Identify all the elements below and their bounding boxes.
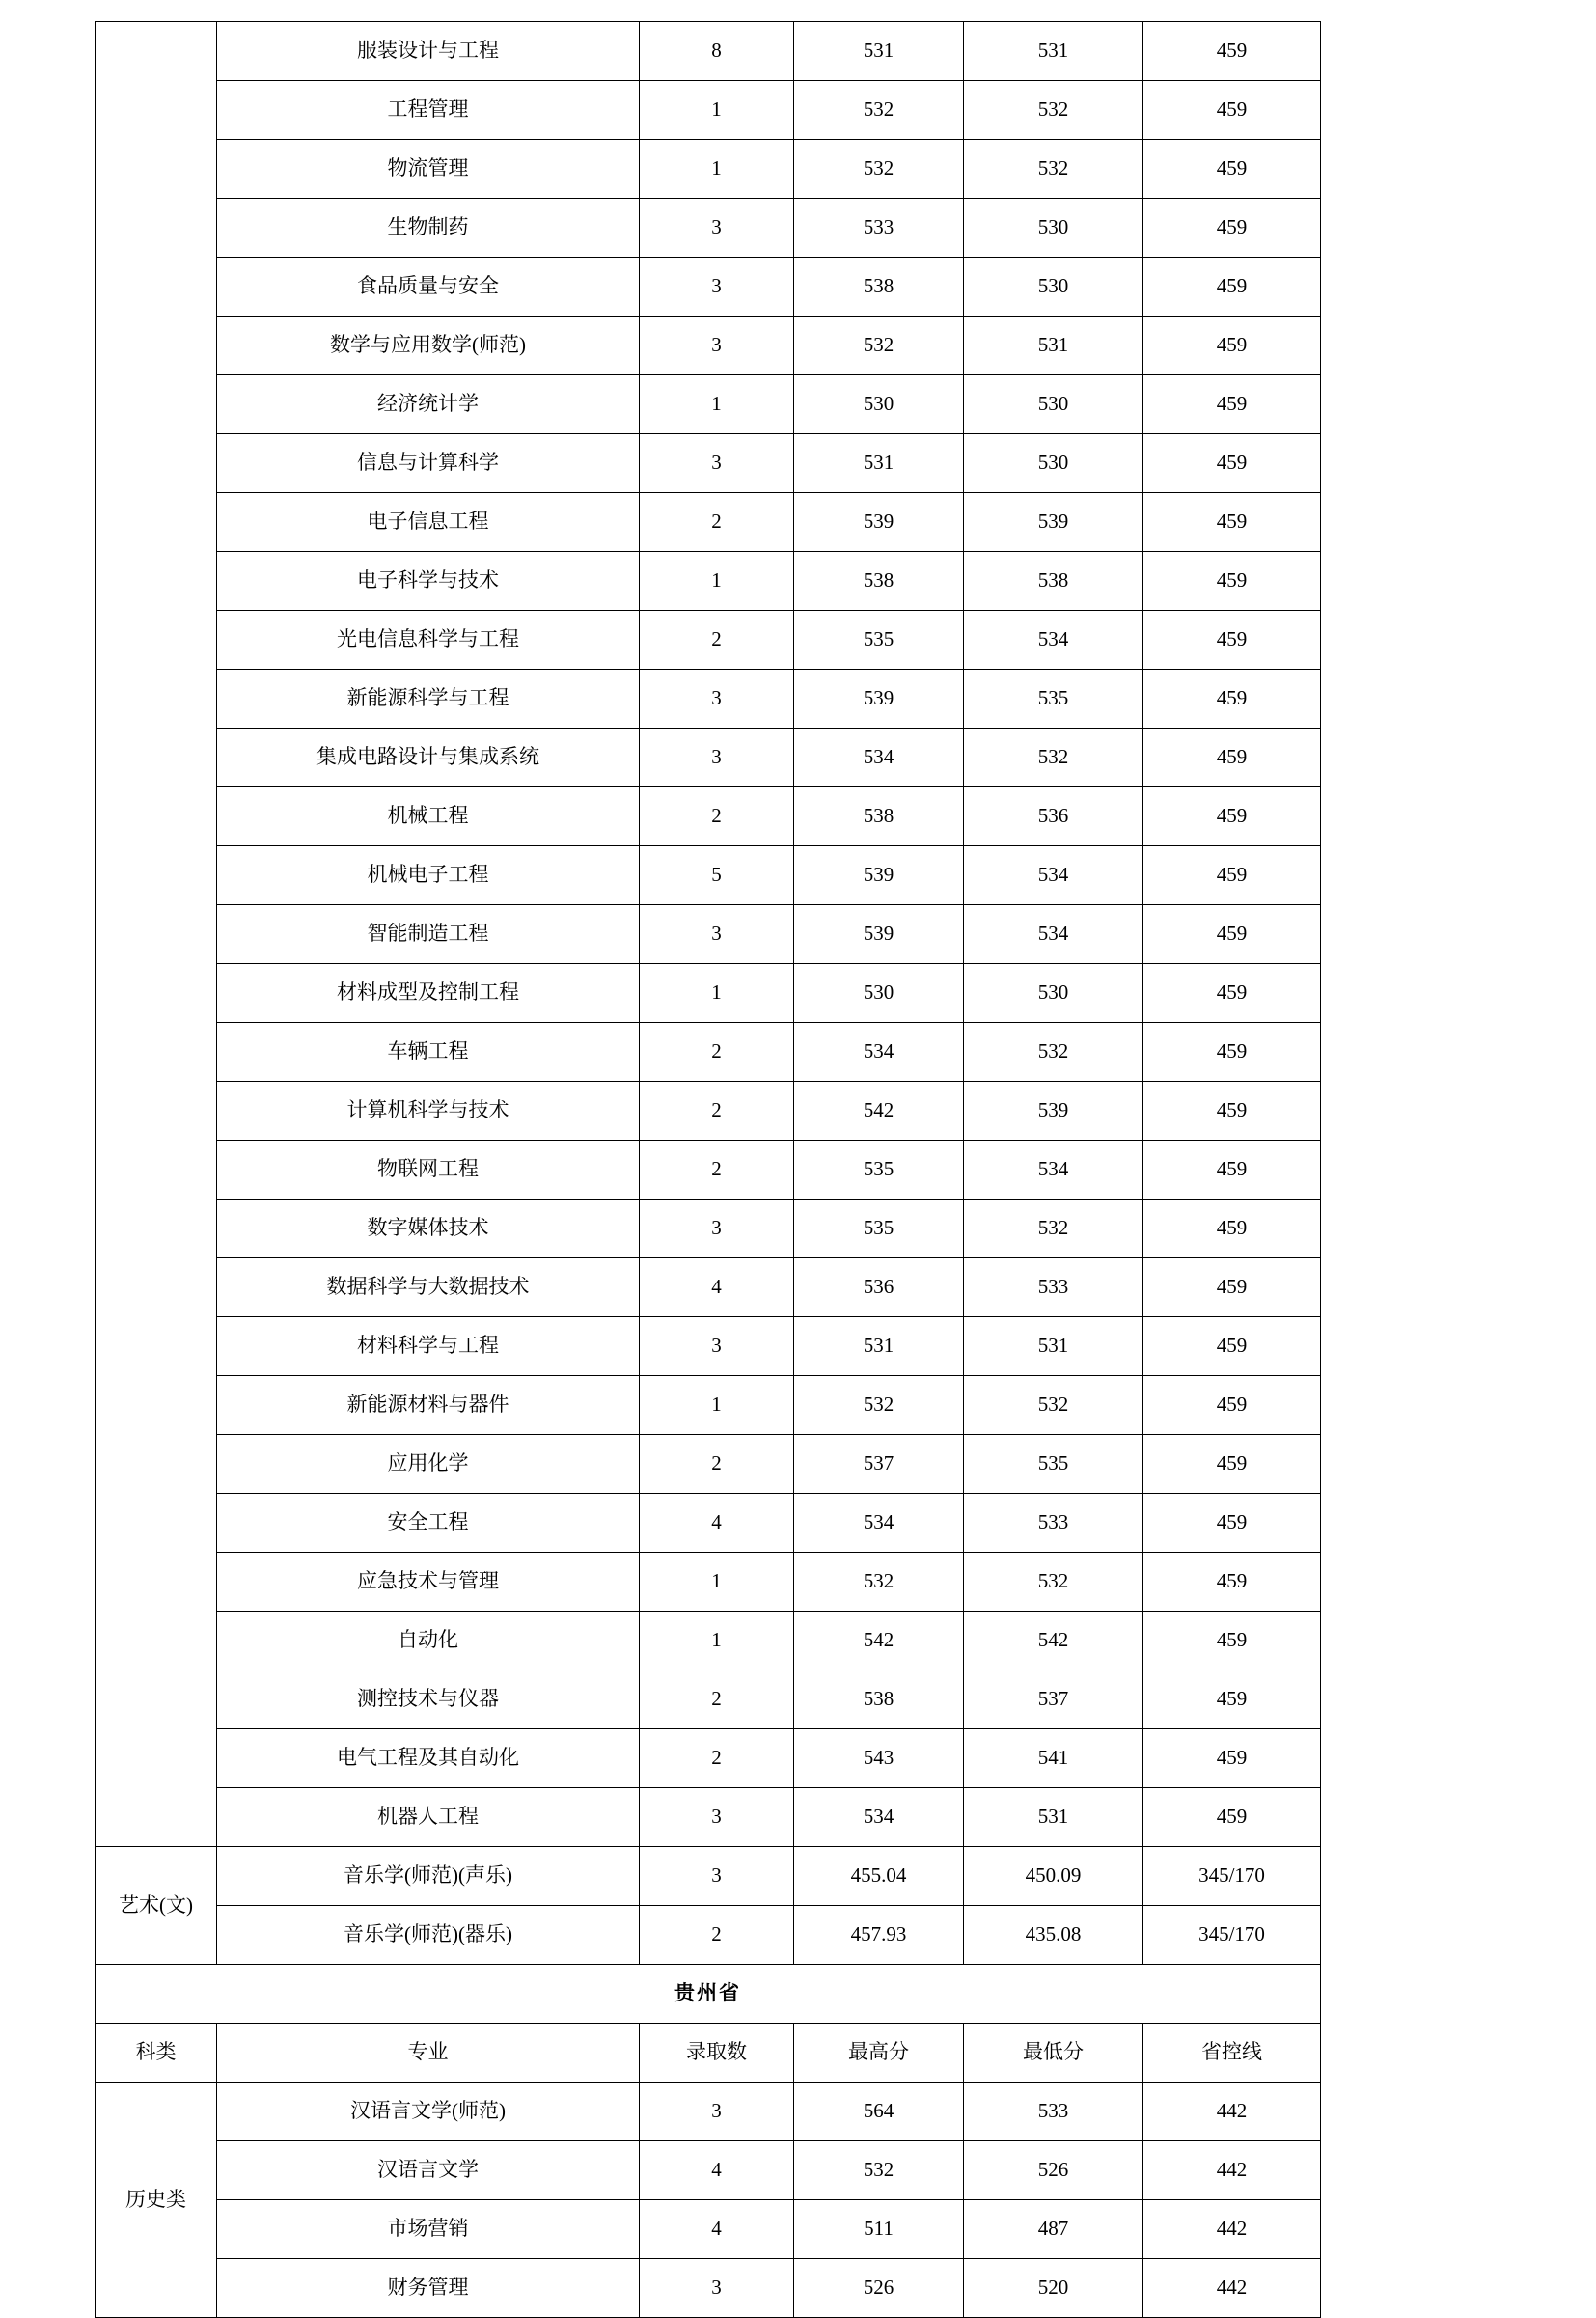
major-cell: 应急技术与管理 <box>217 1553 640 1612</box>
major-cell: 市场营销 <box>217 2200 640 2259</box>
low-cell: 532 <box>964 1553 1143 1612</box>
major-cell: 车辆工程 <box>217 1023 640 1082</box>
low-cell: 532 <box>964 729 1143 787</box>
table-header-row <box>96 2024 1321 2083</box>
line-cell: 459 <box>1143 1670 1321 1729</box>
low-cell: 531 <box>964 317 1143 375</box>
line-cell: 459 <box>1143 1200 1321 1258</box>
table-row <box>96 2200 1321 2259</box>
table-row <box>96 611 1321 670</box>
high-cell: 532 <box>794 81 964 140</box>
high-cell: 532 <box>794 140 964 199</box>
low-cell: 534 <box>964 611 1143 670</box>
table-row <box>96 2259 1321 2318</box>
count-cell: 3 <box>640 317 794 375</box>
line-cell: 459 <box>1143 22 1321 81</box>
major-cell: 生物制药 <box>217 199 640 258</box>
high-cell: 539 <box>794 670 964 729</box>
low-cell: 532 <box>964 1200 1143 1258</box>
high-cell: 531 <box>794 22 964 81</box>
major-cell: 经济统计学 <box>217 375 640 434</box>
table-row <box>96 2141 1321 2200</box>
major-cell: 安全工程 <box>217 1494 640 1553</box>
high-cell: 532 <box>794 1553 964 1612</box>
high-cell: 539 <box>794 493 964 552</box>
count-cell: 4 <box>640 2141 794 2200</box>
table-row <box>96 1023 1321 1082</box>
count-cell: 1 <box>640 1376 794 1435</box>
low-cell: 531 <box>964 22 1143 81</box>
table-row <box>96 1317 1321 1376</box>
table-row <box>96 1082 1321 1141</box>
low-cell: 533 <box>964 1494 1143 1553</box>
major-cell: 财务管理 <box>217 2259 640 2318</box>
count-cell: 1 <box>640 552 794 611</box>
low-cell: 532 <box>964 1376 1143 1435</box>
table-row <box>96 1612 1321 1670</box>
count-cell: 4 <box>640 2200 794 2259</box>
high-cell: 538 <box>794 552 964 611</box>
table-row <box>96 1553 1321 1612</box>
count-cell: 3 <box>640 905 794 964</box>
major-cell: 智能制造工程 <box>217 905 640 964</box>
line-cell: 459 <box>1143 1082 1321 1141</box>
high-cell: 530 <box>794 964 964 1023</box>
table-row <box>96 1729 1321 1788</box>
high-cell: 538 <box>794 1670 964 1729</box>
line-cell: 459 <box>1143 670 1321 729</box>
count-cell: 1 <box>640 81 794 140</box>
high-cell: 511 <box>794 2200 964 2259</box>
high-cell: 531 <box>794 1317 964 1376</box>
major-cell: 自动化 <box>217 1612 640 1670</box>
low-cell: 531 <box>964 1317 1143 1376</box>
line-cell: 459 <box>1143 1258 1321 1317</box>
line-cell: 345/170 <box>1143 1847 1321 1906</box>
major-cell: 机械电子工程 <box>217 846 640 905</box>
count-cell: 2 <box>640 1906 794 1965</box>
table-row <box>96 1141 1321 1200</box>
count-cell: 3 <box>640 670 794 729</box>
low-cell: 532 <box>964 1023 1143 1082</box>
table-row <box>96 2083 1321 2141</box>
high-cell: 530 <box>794 375 964 434</box>
province-title-row <box>96 1965 1321 2024</box>
table-row <box>96 846 1321 905</box>
major-cell: 食品质量与安全 <box>217 258 640 317</box>
line-cell: 442 <box>1143 2083 1321 2141</box>
high-cell: 539 <box>794 905 964 964</box>
table-body <box>96 22 1321 2318</box>
major-cell: 材料成型及控制工程 <box>217 964 640 1023</box>
category-cell: 历史类 <box>96 2083 217 2318</box>
line-cell: 459 <box>1143 1729 1321 1788</box>
count-cell: 3 <box>640 1847 794 1906</box>
major-cell: 音乐学(师范)(器乐) <box>217 1906 640 1965</box>
line-cell: 459 <box>1143 199 1321 258</box>
count-cell: 3 <box>640 2259 794 2318</box>
count-cell: 2 <box>640 1141 794 1200</box>
header-line: 省控线 <box>1143 2024 1321 2083</box>
category-cell-continued <box>96 22 217 1847</box>
major-cell: 测控技术与仪器 <box>217 1670 640 1729</box>
low-cell: 535 <box>964 1435 1143 1494</box>
low-cell: 530 <box>964 199 1143 258</box>
line-cell: 459 <box>1143 964 1321 1023</box>
low-cell: 532 <box>964 140 1143 199</box>
high-cell: 538 <box>794 258 964 317</box>
high-cell: 457.93 <box>794 1906 964 1965</box>
header-low: 最低分 <box>964 2024 1143 2083</box>
major-cell: 集成电路设计与集成系统 <box>217 729 640 787</box>
high-cell: 543 <box>794 1729 964 1788</box>
table-row <box>96 1847 1321 1906</box>
high-cell: 535 <box>794 611 964 670</box>
major-cell: 电气工程及其自动化 <box>217 1729 640 1788</box>
table-row <box>96 670 1321 729</box>
line-cell: 442 <box>1143 2141 1321 2200</box>
category-cell: 艺术(文) <box>96 1847 217 1965</box>
major-cell: 汉语言文学(师范) <box>217 2083 640 2141</box>
table-row <box>96 729 1321 787</box>
table-row <box>96 22 1321 81</box>
line-cell: 442 <box>1143 2200 1321 2259</box>
major-cell: 电子信息工程 <box>217 493 640 552</box>
high-cell: 532 <box>794 1376 964 1435</box>
header-high: 最高分 <box>794 2024 964 2083</box>
major-cell: 机械工程 <box>217 787 640 846</box>
count-cell: 3 <box>640 434 794 493</box>
low-cell: 534 <box>964 846 1143 905</box>
high-cell: 532 <box>794 317 964 375</box>
count-cell: 3 <box>640 729 794 787</box>
count-cell: 5 <box>640 846 794 905</box>
table-row <box>96 258 1321 317</box>
table-row <box>96 1670 1321 1729</box>
low-cell: 520 <box>964 2259 1143 2318</box>
table-row <box>96 375 1321 434</box>
table-row <box>96 434 1321 493</box>
count-cell: 2 <box>640 1435 794 1494</box>
count-cell: 2 <box>640 787 794 846</box>
line-cell: 459 <box>1143 1141 1321 1200</box>
major-cell: 物流管理 <box>217 140 640 199</box>
line-cell: 459 <box>1143 317 1321 375</box>
header-category: 科类 <box>96 2024 217 2083</box>
low-cell: 539 <box>964 1082 1143 1141</box>
count-cell: 3 <box>640 1788 794 1847</box>
table-row <box>96 1494 1321 1553</box>
high-cell: 542 <box>794 1612 964 1670</box>
high-cell: 526 <box>794 2259 964 2318</box>
low-cell: 530 <box>964 375 1143 434</box>
major-cell: 汉语言文学 <box>217 2141 640 2200</box>
low-cell: 534 <box>964 1141 1143 1200</box>
table-row <box>96 905 1321 964</box>
line-cell: 459 <box>1143 1612 1321 1670</box>
count-cell: 3 <box>640 1200 794 1258</box>
low-cell: 534 <box>964 905 1143 964</box>
table-row <box>96 1788 1321 1847</box>
line-cell: 442 <box>1143 2259 1321 2318</box>
line-cell: 459 <box>1143 905 1321 964</box>
low-cell: 531 <box>964 1788 1143 1847</box>
high-cell: 531 <box>794 434 964 493</box>
major-cell: 服装设计与工程 <box>217 22 640 81</box>
count-cell: 3 <box>640 199 794 258</box>
line-cell: 345/170 <box>1143 1906 1321 1965</box>
table-row <box>96 1435 1321 1494</box>
line-cell: 459 <box>1143 611 1321 670</box>
major-cell: 电子科学与技术 <box>217 552 640 611</box>
line-cell: 459 <box>1143 140 1321 199</box>
high-cell: 534 <box>794 1023 964 1082</box>
major-cell: 音乐学(师范)(声乐) <box>217 1847 640 1906</box>
table-row <box>96 317 1321 375</box>
table-row <box>96 199 1321 258</box>
count-cell: 4 <box>640 1258 794 1317</box>
count-cell: 1 <box>640 1612 794 1670</box>
major-cell: 工程管理 <box>217 81 640 140</box>
table-row <box>96 1200 1321 1258</box>
line-cell: 459 <box>1143 493 1321 552</box>
low-cell: 532 <box>964 81 1143 140</box>
header-major: 专业 <box>217 2024 640 2083</box>
line-cell: 459 <box>1143 1553 1321 1612</box>
count-cell: 2 <box>640 493 794 552</box>
table-row <box>96 1376 1321 1435</box>
line-cell: 459 <box>1143 81 1321 140</box>
table-row <box>96 552 1321 611</box>
count-cell: 3 <box>640 1317 794 1376</box>
line-cell: 459 <box>1143 434 1321 493</box>
major-cell: 数字媒体技术 <box>217 1200 640 1258</box>
count-cell: 1 <box>640 140 794 199</box>
low-cell: 530 <box>964 434 1143 493</box>
count-cell: 2 <box>640 1729 794 1788</box>
line-cell: 459 <box>1143 375 1321 434</box>
count-cell: 1 <box>640 964 794 1023</box>
count-cell: 2 <box>640 1023 794 1082</box>
line-cell: 459 <box>1143 846 1321 905</box>
count-cell: 1 <box>640 375 794 434</box>
high-cell: 535 <box>794 1141 964 1200</box>
major-cell: 计算机科学与技术 <box>217 1082 640 1141</box>
high-cell: 534 <box>794 729 964 787</box>
line-cell: 459 <box>1143 1376 1321 1435</box>
low-cell: 533 <box>964 1258 1143 1317</box>
line-cell: 459 <box>1143 1317 1321 1376</box>
major-cell: 材料科学与工程 <box>217 1317 640 1376</box>
count-cell: 3 <box>640 258 794 317</box>
major-cell: 新能源材料与器件 <box>217 1376 640 1435</box>
major-cell: 信息与计算科学 <box>217 434 640 493</box>
high-cell: 542 <box>794 1082 964 1141</box>
low-cell: 541 <box>964 1729 1143 1788</box>
province-title: 贵州省 <box>96 1965 1321 2024</box>
count-cell: 2 <box>640 1082 794 1141</box>
table-row <box>96 1906 1321 1965</box>
high-cell: 535 <box>794 1200 964 1258</box>
high-cell: 538 <box>794 787 964 846</box>
count-cell: 4 <box>640 1494 794 1553</box>
count-cell: 2 <box>640 1670 794 1729</box>
low-cell: 526 <box>964 2141 1143 2200</box>
count-cell: 8 <box>640 22 794 81</box>
line-cell: 459 <box>1143 1435 1321 1494</box>
table-row <box>96 1258 1321 1317</box>
count-cell: 3 <box>640 2083 794 2141</box>
line-cell: 459 <box>1143 1023 1321 1082</box>
high-cell: 533 <box>794 199 964 258</box>
low-cell: 530 <box>964 964 1143 1023</box>
high-cell: 534 <box>794 1788 964 1847</box>
high-cell: 537 <box>794 1435 964 1494</box>
low-cell: 539 <box>964 493 1143 552</box>
high-cell: 532 <box>794 2141 964 2200</box>
line-cell: 459 <box>1143 1788 1321 1847</box>
low-cell: 533 <box>964 2083 1143 2141</box>
high-cell: 539 <box>794 846 964 905</box>
table-row <box>96 493 1321 552</box>
low-cell: 536 <box>964 787 1143 846</box>
high-cell: 564 <box>794 2083 964 2141</box>
table-row <box>96 140 1321 199</box>
major-cell: 机器人工程 <box>217 1788 640 1847</box>
table-row <box>96 787 1321 846</box>
line-cell: 459 <box>1143 1494 1321 1553</box>
line-cell: 459 <box>1143 729 1321 787</box>
count-cell: 1 <box>640 1553 794 1612</box>
major-cell: 应用化学 <box>217 1435 640 1494</box>
table-row <box>96 81 1321 140</box>
low-cell: 435.08 <box>964 1906 1143 1965</box>
low-cell: 450.09 <box>964 1847 1143 1906</box>
major-cell: 数学与应用数学(师范) <box>217 317 640 375</box>
high-cell: 536 <box>794 1258 964 1317</box>
high-cell: 534 <box>794 1494 964 1553</box>
major-cell: 新能源科学与工程 <box>217 670 640 729</box>
admission-scores-table <box>95 21 1321 2318</box>
line-cell: 459 <box>1143 258 1321 317</box>
high-cell: 455.04 <box>794 1847 964 1906</box>
low-cell: 538 <box>964 552 1143 611</box>
major-cell: 物联网工程 <box>217 1141 640 1200</box>
low-cell: 537 <box>964 1670 1143 1729</box>
line-cell: 459 <box>1143 787 1321 846</box>
table-row <box>96 964 1321 1023</box>
major-cell: 数据科学与大数据技术 <box>217 1258 640 1317</box>
line-cell: 459 <box>1143 552 1321 611</box>
low-cell: 487 <box>964 2200 1143 2259</box>
count-cell: 2 <box>640 611 794 670</box>
low-cell: 535 <box>964 670 1143 729</box>
major-cell: 光电信息科学与工程 <box>217 611 640 670</box>
header-count: 录取数 <box>640 2024 794 2083</box>
low-cell: 542 <box>964 1612 1143 1670</box>
low-cell: 530 <box>964 258 1143 317</box>
